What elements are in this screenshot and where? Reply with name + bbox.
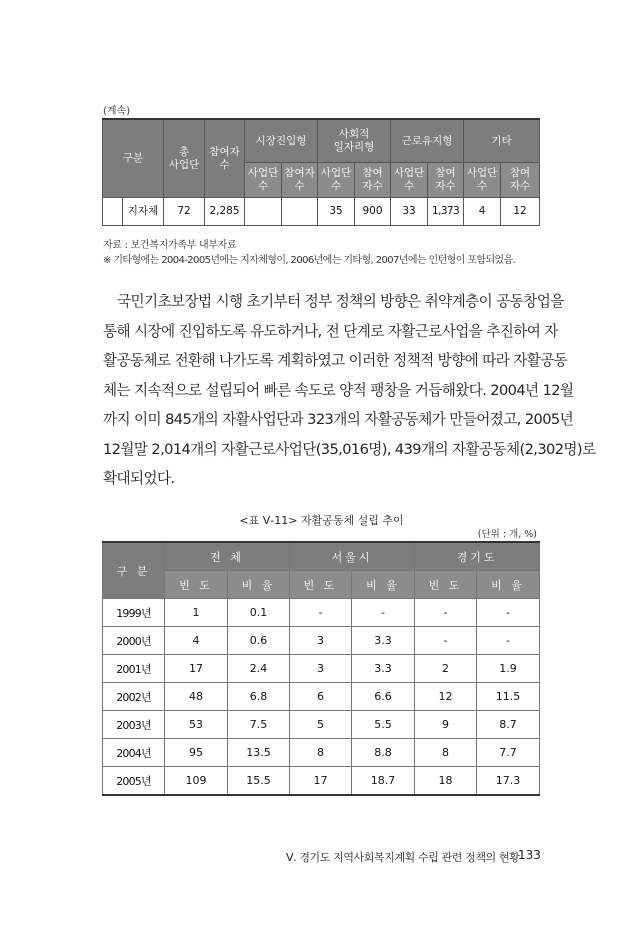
header-total-units: 총 사업단: [164, 119, 205, 198]
year-cell: 2002년: [103, 683, 165, 711]
table-cell: 8.7: [477, 711, 540, 739]
table-cell: 35: [318, 198, 355, 226]
header-sub: 사업단 수: [245, 163, 282, 198]
header-sub: 사업단 수: [464, 163, 501, 198]
table-cell: 17: [165, 655, 228, 683]
header-sub: 빈 도: [415, 571, 477, 599]
table-cell: 17: [290, 767, 352, 796]
table-cell: [103, 198, 123, 226]
year-cell: 2004년: [103, 739, 165, 767]
table-cell: 15.5: [228, 767, 290, 796]
header-sub: 사업단 수: [318, 163, 355, 198]
table-cell: 8.8: [352, 739, 415, 767]
table-cell: 3: [290, 627, 352, 655]
table-cell: 6.8: [228, 683, 290, 711]
paragraph-line: 활공동체로 전환해 나가도록 계획하였고 이러한 정책적 방향에 따라 자활공동: [103, 352, 568, 369]
table-cell: 1.9: [477, 655, 540, 683]
table-unit: (단위 : 개, %): [477, 529, 537, 540]
table-cell: 11.5: [477, 683, 540, 711]
table-cell: 0.1: [228, 599, 290, 627]
table-cell: -: [415, 627, 477, 655]
table-cell: 1: [165, 599, 228, 627]
table-cell: 2.4: [228, 655, 290, 683]
paragraph-line: 체는 지속적으로 설립되어 빠른 속도로 양적 팽창을 거듭해왔다. 2004년 12월: [103, 381, 574, 399]
table-cell: -: [352, 599, 415, 627]
paragraph-line: 까지 이미 845개의 자활사업단과 323개의 자활공동체가 만들어졌고, 2005년: [103, 411, 574, 428]
table-cell: 900: [355, 198, 391, 226]
header-sub: 비 율: [477, 571, 540, 599]
table-row: [103, 767, 540, 796]
table-cell: 72: [164, 198, 205, 226]
table-cell: 13.5: [228, 739, 290, 767]
table-cell: 3: [290, 655, 352, 683]
header-category: 구 분: [103, 542, 165, 599]
table-cell: -: [477, 599, 540, 627]
table-cell: 7.7: [477, 739, 540, 767]
year-cell: 2001년: [103, 655, 165, 683]
table-cell: 0.6: [228, 627, 290, 655]
table-cell: [282, 198, 318, 226]
source-note: 자료 : 보건복지가족부 내부자료: [103, 240, 237, 251]
table-row: [103, 627, 540, 655]
table-cell: -: [477, 627, 540, 655]
continued-label: (계속): [103, 106, 131, 117]
table-cell: 53: [165, 711, 228, 739]
header-sub: 참여자 수: [282, 163, 318, 198]
table-row: [103, 198, 540, 226]
table-row: [103, 683, 540, 711]
table-cell: 95: [165, 739, 228, 767]
table-cell: 지자체: [123, 198, 164, 226]
table-cell: 3.3: [352, 655, 415, 683]
table-cell: 3.3: [352, 627, 415, 655]
header-group-seoul: 서울시: [290, 542, 415, 571]
header-group: 기타: [464, 119, 540, 163]
year-cell: 1999년: [103, 599, 165, 627]
table-cell: 8: [415, 739, 477, 767]
year-cell: 2000년: [103, 627, 165, 655]
table-cell: -: [415, 599, 477, 627]
table-cell: 17.3: [477, 767, 540, 796]
table-row: [103, 599, 540, 627]
header-sub: 사업단 수: [391, 163, 428, 198]
page-number: 133: [518, 848, 541, 862]
table-cell: 5: [290, 711, 352, 739]
table-cell: 48: [165, 683, 228, 711]
table-cell: 6.6: [352, 683, 415, 711]
table-title: <표 Ⅴ-11> 자활공동체 설립 추이: [239, 514, 404, 527]
header-group: 시장진입형: [245, 119, 318, 163]
table-cell: 1,373: [428, 198, 464, 226]
participants-table: [102, 118, 540, 226]
paragraph-line: 통해 시장에 진입하도록 유도하거나, 전 단계로 자활근로사업을 추진하여 자: [103, 322, 558, 340]
table-cell: 109: [165, 767, 228, 796]
year-cell: 2003년: [103, 711, 165, 739]
table-row: [103, 739, 540, 767]
table-cell: 2,285: [205, 198, 245, 226]
table-cell: 12: [415, 683, 477, 711]
table-cell: 7.5: [228, 711, 290, 739]
header-sub: 참여 자수: [428, 163, 464, 198]
table-cell: 6: [290, 683, 352, 711]
table-cell: 18.7: [352, 767, 415, 796]
header-sub: 비 율: [228, 571, 290, 599]
body-paragraph: [103, 287, 596, 494]
header-participants: 참여자 수: [205, 119, 245, 198]
cooperative-trend-table: [102, 541, 540, 796]
table-row: [103, 711, 540, 739]
table-cell: -: [290, 599, 352, 627]
table-cell: 12: [501, 198, 540, 226]
header-sub: 비 율: [352, 571, 415, 599]
header-group-total: 전 체: [165, 542, 290, 571]
header-sub: 빈 도: [290, 571, 352, 599]
table-cell: 9: [415, 711, 477, 739]
year-cell: 2005년: [103, 767, 165, 796]
header-category: 구분: [103, 119, 164, 198]
table-row: [103, 655, 540, 683]
header-group: 근로유지형: [391, 119, 464, 163]
table-cell: 2: [415, 655, 477, 683]
header-group-gyeonggi: 경기도: [415, 542, 540, 571]
table-cell: [245, 198, 282, 226]
header-sub: 참여 자수: [501, 163, 540, 198]
asterisk-note: ※ 기타형에는 2004-2005년에는 지자체형이, 2006년에는 기타형, 2007년에는 인턴형이 포함되었음.: [103, 255, 516, 266]
paragraph-line: 국민기초보장법 시행 초기부터 정부 정책의 방향은 취약계층이 공동창업을: [117, 293, 564, 310]
header-sub: 참여 자수: [355, 163, 391, 198]
table-cell: 33: [391, 198, 428, 226]
footer-chapter: Ⅴ. 경기도 지역사회복지계획 수립 관련 정책의 현황: [286, 851, 520, 864]
paragraph-line: 확대되었다.: [103, 470, 175, 487]
table-cell: 18: [415, 767, 477, 796]
header-sub: 빈 도: [165, 571, 228, 599]
header-group: 사회적 일자리형: [318, 119, 391, 163]
table-cell: 4: [165, 627, 228, 655]
paragraph-line: 12월말 2,014개의 자활근로사업단(35,016명), 439개의 자활공동체(2,302명)로: [103, 440, 596, 458]
table-cell: 8: [290, 739, 352, 767]
table-cell: 4: [464, 198, 501, 226]
table-cell: 5.5: [352, 711, 415, 739]
